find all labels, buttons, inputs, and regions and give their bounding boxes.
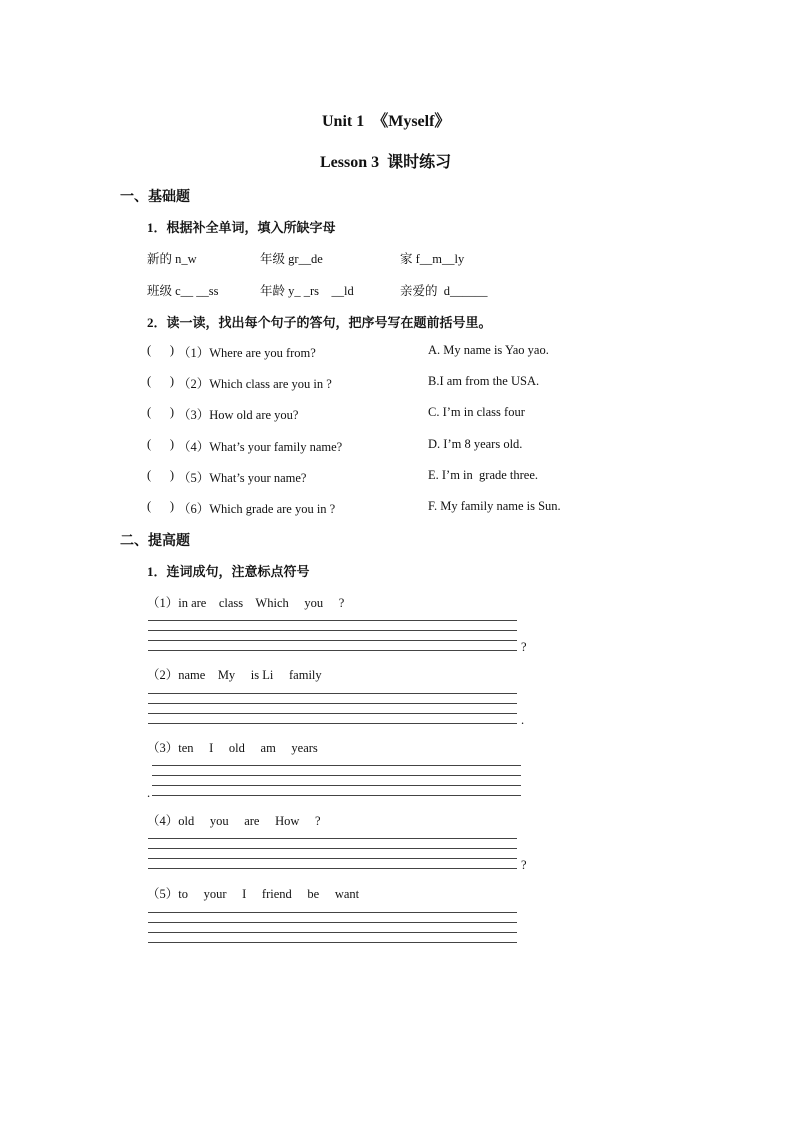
unit-title: Unit 1 《Myself》 <box>322 113 451 130</box>
matching-answer: C. I’m in class four <box>428 405 525 419</box>
word-item: 班级 c__ __ss <box>147 284 219 298</box>
lesson-title: Lesson 3 课时练习 <box>320 154 452 171</box>
section-heading-basic: 一、基础题 <box>120 190 190 205</box>
matching-question: （6）Which grade are you in ? <box>178 502 336 516</box>
matching-question: （4）What’s your family name? <box>178 440 343 454</box>
end-punctuation: . <box>521 713 525 727</box>
question-matching: 2．读一读，找出每个句子的答句，把序号写在题前括号里。 <box>147 315 492 330</box>
end-punctuation: . <box>147 786 151 800</box>
matching-answer: F. My family name is Sun. <box>428 499 561 513</box>
matching-answer: B.I am from the USA. <box>428 374 540 388</box>
end-punctuation: ? <box>521 640 527 654</box>
answer-bracket[interactable]: ( ) <box>147 405 175 419</box>
answer-bracket[interactable]: ( ) <box>147 499 175 513</box>
word-set: （1）in are class Which you ? <box>147 596 345 610</box>
answer-bracket[interactable]: ( ) <box>147 374 175 388</box>
section-heading-advanced: 二、提高题 <box>120 534 190 549</box>
word-item: 年级 gr__de <box>260 252 323 266</box>
answer-bracket[interactable]: ( ) <box>147 468 175 482</box>
word-set: （2）name My is Li family <box>147 668 322 682</box>
writing-lines[interactable] <box>148 693 517 725</box>
writing-lines[interactable] <box>148 838 517 870</box>
writing-lines[interactable] <box>148 620 517 652</box>
word-set: （5）to your I friend be want <box>147 887 360 901</box>
word-item: 亲爱的 d______ <box>400 284 488 298</box>
question-fill-letters: 1．根据补全单词，填入所缺字母 <box>147 220 336 235</box>
matching-question: （2）Which class are you in ? <box>178 377 332 391</box>
question-sentence-build: 1．连词成句，注意标点符号 <box>147 564 310 579</box>
matching-question: （5）What’s your name? <box>178 471 307 485</box>
word-item: 年龄 y_ _rs __ld <box>260 284 354 298</box>
word-item: 新的 n_w <box>147 252 197 266</box>
answer-bracket[interactable]: ( ) <box>147 437 175 451</box>
matching-answer: A. My name is Yao yao. <box>428 343 549 357</box>
matching-answer: E. I’m in grade three. <box>428 468 539 482</box>
end-punctuation: ? <box>521 858 527 872</box>
word-set: （4）old you are How ? <box>147 814 321 828</box>
word-item: 家 f__m__ly <box>400 252 465 266</box>
matching-answer: D. I’m 8 years old. <box>428 437 523 451</box>
writing-lines[interactable] <box>152 765 521 797</box>
writing-lines[interactable] <box>148 912 517 944</box>
matching-question: （3）How old are you? <box>178 408 299 422</box>
word-set: （3）ten I old am years <box>147 741 318 755</box>
matching-question: （1）Where are you from? <box>178 346 316 360</box>
answer-bracket[interactable]: ( ) <box>147 343 175 357</box>
